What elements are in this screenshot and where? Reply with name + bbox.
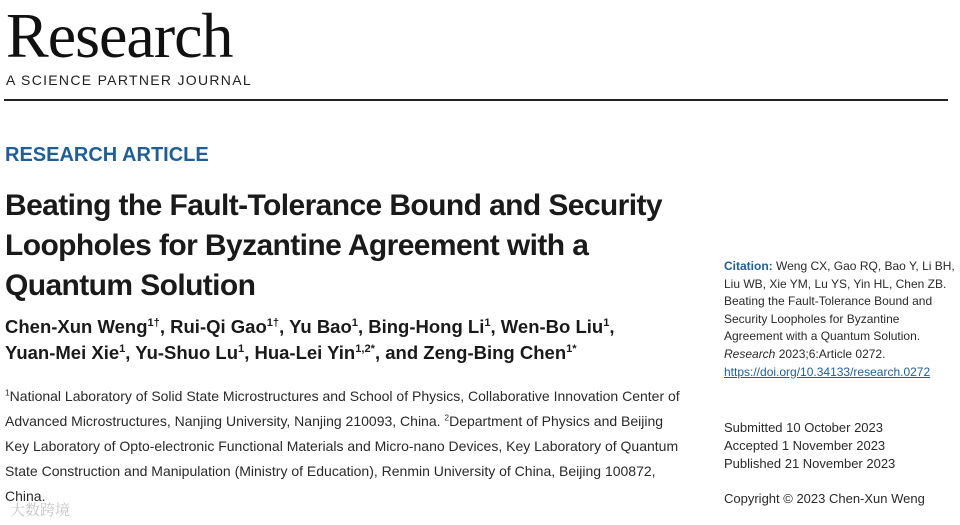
affiliation-mark: 2 <box>444 412 450 423</box>
citation-journal: Research <box>724 346 776 361</box>
doi-link[interactable]: https://doi.org/10.34133/research.0272 <box>724 364 931 379</box>
author[interactable]: Wen-Bo Liu$^1$ <box>500 316 610 337</box>
author[interactable]: Chen-Xun Weng$^{1\dagger}$ <box>5 316 160 337</box>
author[interactable]: Rui-Qi Gao$^{1\dagger}$ <box>170 316 280 337</box>
author[interactable]: Bing-Hong Li$^1$ <box>368 316 491 337</box>
author[interactable]: Zeng-Bing Chen$^{1*}$ <box>423 342 577 363</box>
affiliation-1: National Laboratory of Solid State Microstructures and School of Physics, Collaborative Innovation Center of Advanced Microstructures, Nanjing University, Nanjing 210093, China. <box>5 388 680 429</box>
copyright-notice: Copyright © 2023 Chen-Xun Weng <box>724 491 925 506</box>
affiliation-2: Department of Physics and Beijing Key Laboratory of Opto-electronic Functional Materials and Micro-nano Devices, Key Laboratory of Quantum State Construction and Manipulation (Ministry of Education), Renmin University of China, Beijing 100872, China. <box>5 413 679 504</box>
watermark: 大数跨境 <box>10 501 71 519</box>
published-date: Published 21 November 2023 <box>724 456 896 471</box>
citation-volume: 2023;6:Article 0272. <box>778 346 886 361</box>
article-type-label: RESEARCH ARTICLE <box>5 144 209 166</box>
citation-label: Citation: <box>724 259 773 273</box>
publication-dates <box>724 419 954 473</box>
header-divider <box>4 99 948 101</box>
journal-logo: Research <box>6 0 233 71</box>
accepted-date: Accepted 1 November 2023 <box>724 438 886 453</box>
author[interactable]: Yuan-Mei Xie$^1$ <box>5 342 126 363</box>
affiliation-mark: 1 <box>5 387 10 398</box>
author[interactable]: Yu Bao$^1$ <box>289 316 358 337</box>
journal-masthead <box>6 0 252 88</box>
author[interactable]: Hua-Lei Yin$^{1,2*}$ <box>254 342 375 363</box>
citation-text: Weng CX, Gao RQ, Bao Y, Li BH, Liu WB, Xie YM, Lu YS, Yin HL, Chen ZB. Beating the Fault-Tolerance Bound and Security Loopholes for Byzantine Agreement with a Quantum Solution. <box>724 259 955 344</box>
author[interactable]: Yu-Shuo Lu$^1$ <box>135 342 245 363</box>
article-title: Beating the Fault-Tolerance Bound and Security Loopholes for Byzantine Agreement with a Quantum Solution <box>5 189 662 302</box>
citation-box <box>724 258 956 381</box>
journal-tagline: A SCIENCE PARTNER JOURNAL <box>6 72 252 88</box>
author-list: Chen-Xun Weng$^{1\dagger}$, Rui-Qi Gao$^{1\dagger}$, Yu Bao$^1$, Bing-Hong Li$^1$, Wen-Bo Liu$^1$, Yuan-Mei Xie$^1$, Yu-Shuo Lu$^1$, Hua-Lei Yin$^{1,2*}$, and Zeng-Bing Chen$^{1*}$ <box>5 316 615 363</box>
affiliations <box>5 384 687 509</box>
submitted-date: Submitted 10 October 2023 <box>724 420 883 435</box>
